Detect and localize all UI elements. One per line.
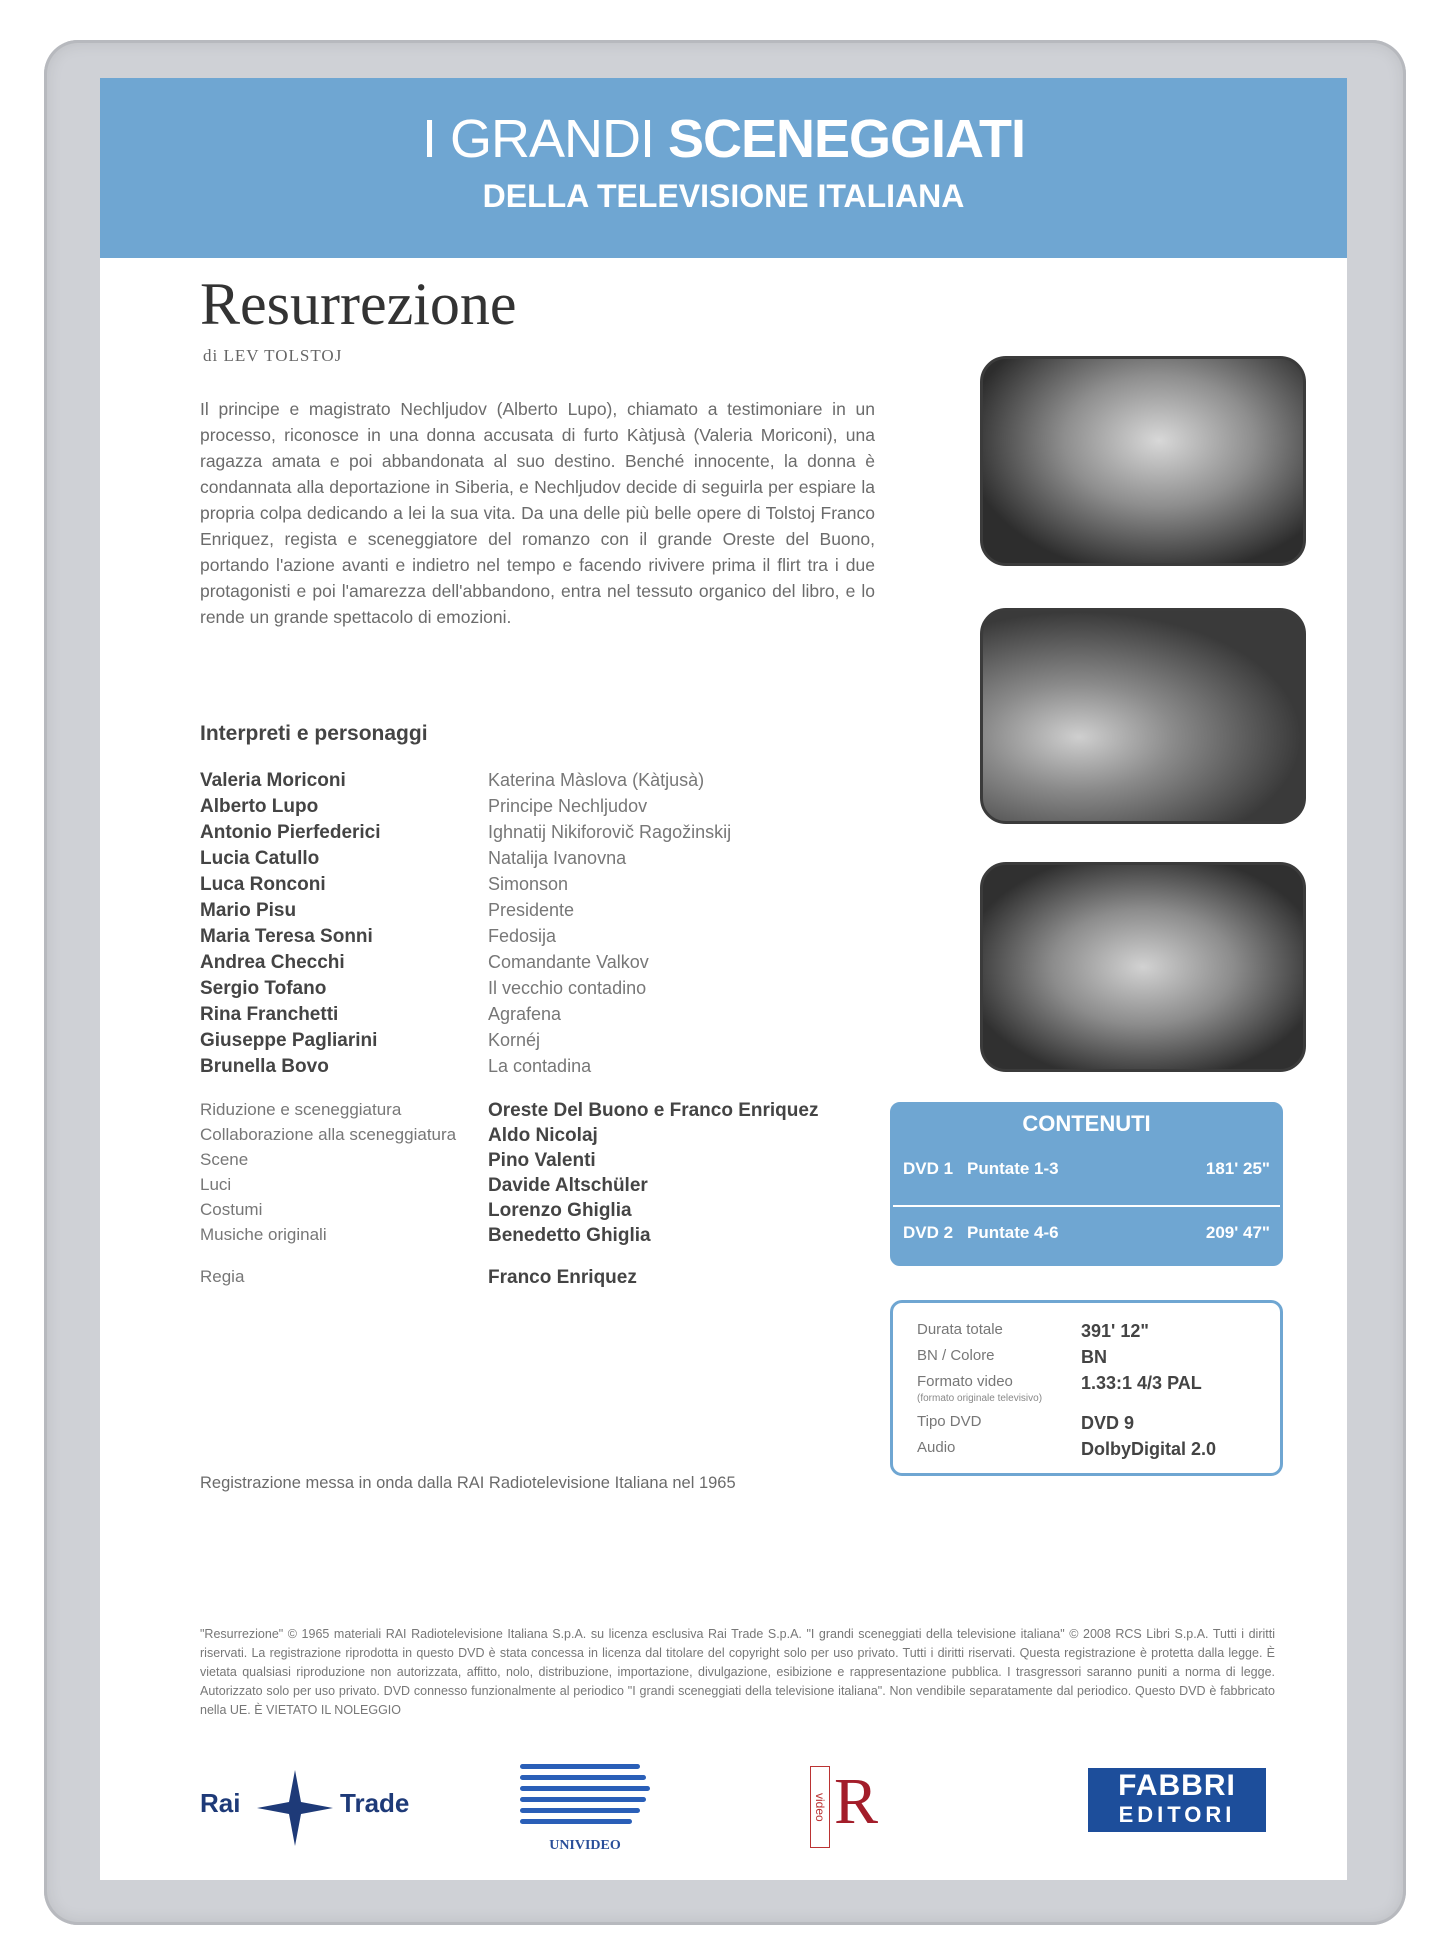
series-subtitle: DELLA TELEVISIONE ITALIANA — [482, 178, 965, 214]
cast-actor: Brunella Bovo — [200, 1056, 329, 1077]
spec-key: Audio — [917, 1439, 956, 1456]
cast-row — [200, 1056, 820, 1082]
dvd-row — [903, 1215, 1270, 1251]
credit-key: Musiche originali — [200, 1225, 327, 1244]
dvd-label: DVD 1 — [903, 1159, 954, 1178]
cast-role: Kornéj — [488, 1030, 541, 1050]
credit-row — [200, 1175, 900, 1201]
credit-key: Luci — [200, 1175, 232, 1194]
spec-key: Tipo DVD — [917, 1413, 982, 1430]
still-image-2 — [980, 608, 1306, 824]
cast-actor: Valeria Moriconi — [200, 770, 346, 791]
cast-actor: Alberto Lupo — [200, 796, 319, 817]
cast-role: Natalija Ivanovna — [488, 848, 627, 868]
cast-role: Katerina Màslova (Kàtjusà) — [488, 770, 705, 790]
credit-value: Benedetto Ghiglia — [488, 1225, 651, 1246]
cast-row — [200, 822, 820, 848]
credit-key: Costumi — [200, 1200, 263, 1219]
cast-role: Fedosija — [488, 926, 557, 946]
cast-row — [200, 978, 820, 1004]
cast-row — [200, 770, 820, 796]
fabbri-text: FABBRI — [1118, 1769, 1236, 1802]
broadcast-note: Registrazione messa in onda dalla RAI Radiotelevisione Italiana nel 1965 — [200, 1474, 736, 1492]
contents-divider — [893, 1205, 1280, 1207]
credit-value: Pino Valenti — [488, 1150, 596, 1171]
credit-key: Scene — [200, 1150, 249, 1169]
spec-value: 391' 12" — [1081, 1321, 1149, 1341]
cast-row — [200, 848, 820, 874]
credit-value: Oreste Del Buono e Franco Enriquez — [488, 1100, 819, 1121]
spec-key: BN / Colore — [917, 1347, 995, 1364]
film-author: di LEV TOLSTOJ — [203, 346, 343, 365]
cast-actor: Luca Ronconi — [200, 874, 326, 895]
video-vertical-text: video — [810, 1766, 830, 1848]
dvd-episodes: Puntate 1-3 — [967, 1159, 1059, 1178]
cast-role: Comandante Valkov — [488, 952, 649, 972]
credit-row — [200, 1200, 900, 1226]
dvd-row — [903, 1151, 1270, 1187]
spec-value: BN — [1081, 1347, 1107, 1367]
spec-value: DolbyDigital 2.0 — [1081, 1439, 1217, 1459]
series-title-bold: SCENEGGIATI — [668, 109, 1026, 169]
cast-role: Simonson — [488, 874, 569, 894]
cast-row — [200, 1004, 820, 1030]
cast-actor: Maria Teresa Sonni — [200, 926, 373, 947]
cast-actor: Andrea Checchi — [200, 952, 345, 973]
cast-row — [200, 1030, 820, 1056]
video-r-logo — [810, 1764, 900, 1854]
univideo-text: UNIVIDEO — [549, 1838, 621, 1853]
specs-box — [890, 1300, 1283, 1476]
dvd-episodes: Puntate 4-6 — [967, 1223, 1059, 1242]
rai-logo-text: Rai — [200, 1788, 241, 1818]
credit-row — [200, 1100, 900, 1126]
cast-actor: Sergio Tofano — [200, 978, 327, 999]
back-cover-sheet — [100, 78, 1347, 1880]
cast-actor: Antonio Pierfederici — [200, 822, 381, 843]
credit-row — [200, 1225, 900, 1251]
credit-key: Riduzione e sceneggiatura — [200, 1100, 402, 1119]
cast-actor: Lucia Catullo — [200, 848, 320, 869]
credit-row — [200, 1125, 900, 1151]
cast-row — [200, 874, 820, 900]
r-logo-letter: R — [834, 1765, 879, 1838]
univideo-logo — [520, 1764, 650, 1854]
dvd-duration: 181' 25" — [1205, 1159, 1270, 1178]
credit-key: Regia — [200, 1267, 245, 1286]
credit-value: Aldo Nicolaj — [488, 1125, 598, 1146]
trade-logo-text: Trade — [340, 1788, 410, 1818]
cast-row — [200, 900, 820, 926]
credit-value: Davide Altschüler — [488, 1175, 648, 1196]
credit-value: Lorenzo Ghiglia — [488, 1200, 632, 1221]
cast-role: Agrafena — [488, 1004, 562, 1024]
contents-heading: CONTENUTI — [1022, 1111, 1151, 1136]
series-banner — [100, 78, 1347, 258]
rai-star-icon — [255, 1768, 335, 1848]
cast-role: Principe Nechljudov — [488, 796, 648, 816]
spec-key: Durata totale — [917, 1321, 1003, 1338]
synopsis: Il principe e magistrato Nechljudov (Alberto Lupo), chiamato a testimoniare in un processo, riconosce in una donna accusata di furto Kàtjusà (Valeria Moriconi), una ragazza amata e poi abbandonata al suo destino. Benché innocente, la donna è condannata alla deportazione in Siberia, e Nechljudov decide di seguirla per espiare la propria colpa dedicando a lei la sua vita. Da una delle più belle opere di Tolstoj Franco Enriquez, regista e sceneggiatore del romanzo con il grande Oreste del Buono, portando l'azione avanti e indietro nel tempo e facendo rivivere prima il flirt tra i due protagonisti e poi l'amarezza dell'abbandono, entra nel tessuto organico del libro, e lo rende un grande spettacolo di emozioni. — [200, 399, 875, 627]
legal-text: "Resurrezione" © 1965 materiali RAI Radiotelevisione Italiana S.p.A. su licenza esclusiva Rai Trade S.p.A. "I grandi sceneggiati della televisione italiana" © 2008 RCS Libri S.p.A. Tutti i diritti riservati. La registrazione riprodotta in questo DVD è stata concessa in licenza dal titolare del copyright solo per uso privato. Tutti i diritti riservati. Questa registrazione è protetta dalla legge. È vietata qualsiasi riproduzione non autorizzata, affitto, nolo, distribuzione, importazione, divulgazione, esibizione e rappresentazione pubblica. I trasgressori saranno puniti a norma di legge. Autorizzato solo per uso privato. DVD connesso funzionalmente al periodico "I grandi sceneggiati della televisione italiana". Non vendibile separatamente dal periodico. Questo DVD è fabbricato nella UE. È VIETATO IL NOLEGGIO — [200, 1627, 1275, 1717]
credit-row — [200, 1267, 900, 1293]
cast-row — [200, 926, 820, 952]
spec-value: DVD 9 — [1081, 1413, 1135, 1433]
cast-actor: Mario Pisu — [200, 900, 297, 921]
dvd-duration: 209' 47" — [1205, 1223, 1270, 1242]
credit-value: Franco Enriquez — [488, 1267, 637, 1288]
cast-role: Presidente — [488, 900, 575, 920]
credit-row — [200, 1150, 900, 1176]
univideo-lines-icon — [520, 1764, 650, 1824]
cast-actor: Giuseppe Pagliarini — [200, 1030, 378, 1051]
cast-actor: Rina Franchetti — [200, 1004, 339, 1025]
contents-box — [890, 1102, 1283, 1266]
cast-role: Il vecchio contadino — [488, 978, 647, 998]
still-image-1 — [980, 356, 1306, 566]
fabbri-editori-logo — [1088, 1768, 1266, 1832]
cast-heading: Interpreti e personaggi — [200, 722, 428, 745]
spec-value: 1.33:1 4/3 PAL — [1081, 1373, 1202, 1393]
series-title — [100, 108, 1347, 170]
cast-row — [200, 796, 820, 822]
series-title-thin: I GRANDI — [421, 109, 654, 169]
cast-role: La contadina — [488, 1056, 592, 1076]
film-title: Resurrezione — [200, 271, 517, 337]
cast-row — [200, 952, 820, 978]
credit-key: Collaborazione alla sceneggiatura — [200, 1125, 457, 1144]
spec-key: Formato video — [917, 1373, 1013, 1390]
dvd-label: DVD 2 — [903, 1223, 954, 1242]
spec-subnote: (formato originale televisivo) — [917, 1393, 1043, 1404]
cast-role: Ighnatij Nikiforovič Ragožinskij — [488, 822, 732, 842]
rai-trade-logo — [200, 1768, 410, 1848]
editori-text: EDITORI — [1118, 1802, 1236, 1827]
still-image-3 — [980, 862, 1306, 1072]
